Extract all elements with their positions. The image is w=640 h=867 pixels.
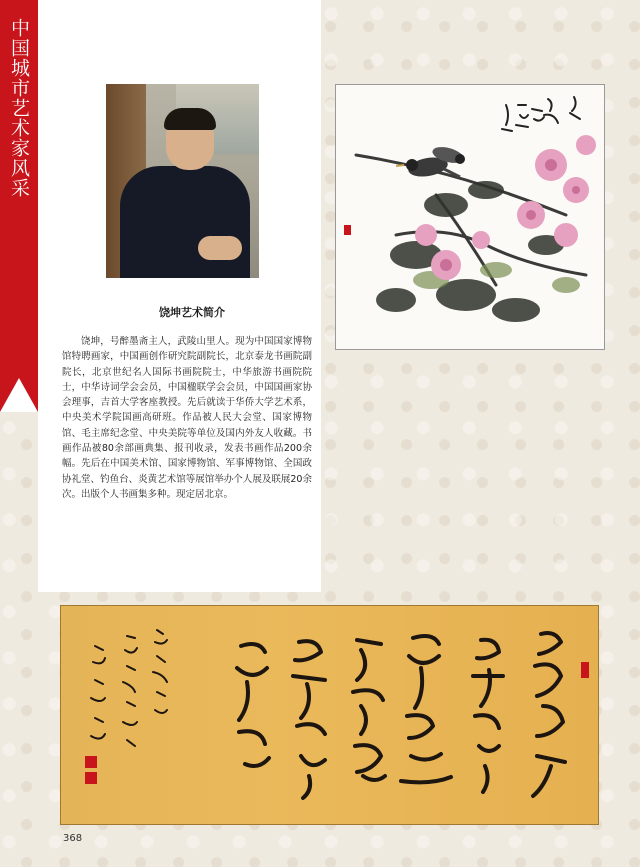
section-title: 中国城市艺术家风采 bbox=[8, 18, 30, 198]
bird-and-flowers-painting bbox=[335, 84, 605, 350]
bio-title: 饶坤艺术简介 bbox=[159, 306, 225, 319]
calligraphy-scroll bbox=[60, 605, 599, 825]
page-number: 368 bbox=[63, 833, 83, 844]
section-tab bbox=[0, 0, 38, 412]
bio-text: 饶坤，号醉墨斋主人，武陵山里人。现为中国国家博物馆特聘画家，中国画创作研究院副院长，北京泰龙书画院副院长，北京世纪名人国际书画院院士，中华旅游书画院院士，中华诗词学会会员，中国楹联学会会员，中国国画家协会理事，吉首大学客座教授。先后就读于华侨大学艺术系，中央美术学院国画高研班。作品被人民大会堂、国家博物馆、毛主席纪念堂、中央美院等单位及国内外友人收藏。书画作品被80余部画典集、报刊收录，发表书画作品200余幅。先后在中国美术馆、国家博物馆、军事博物馆、全国政协礼堂、钓鱼台、炎黄艺术馆等展馆举办个人展及联展20余次。出版个人书画集多种。现定居北京。 bbox=[62, 336, 312, 500]
artist-portrait bbox=[106, 84, 259, 278]
tab-triangle-marker bbox=[0, 378, 38, 412]
